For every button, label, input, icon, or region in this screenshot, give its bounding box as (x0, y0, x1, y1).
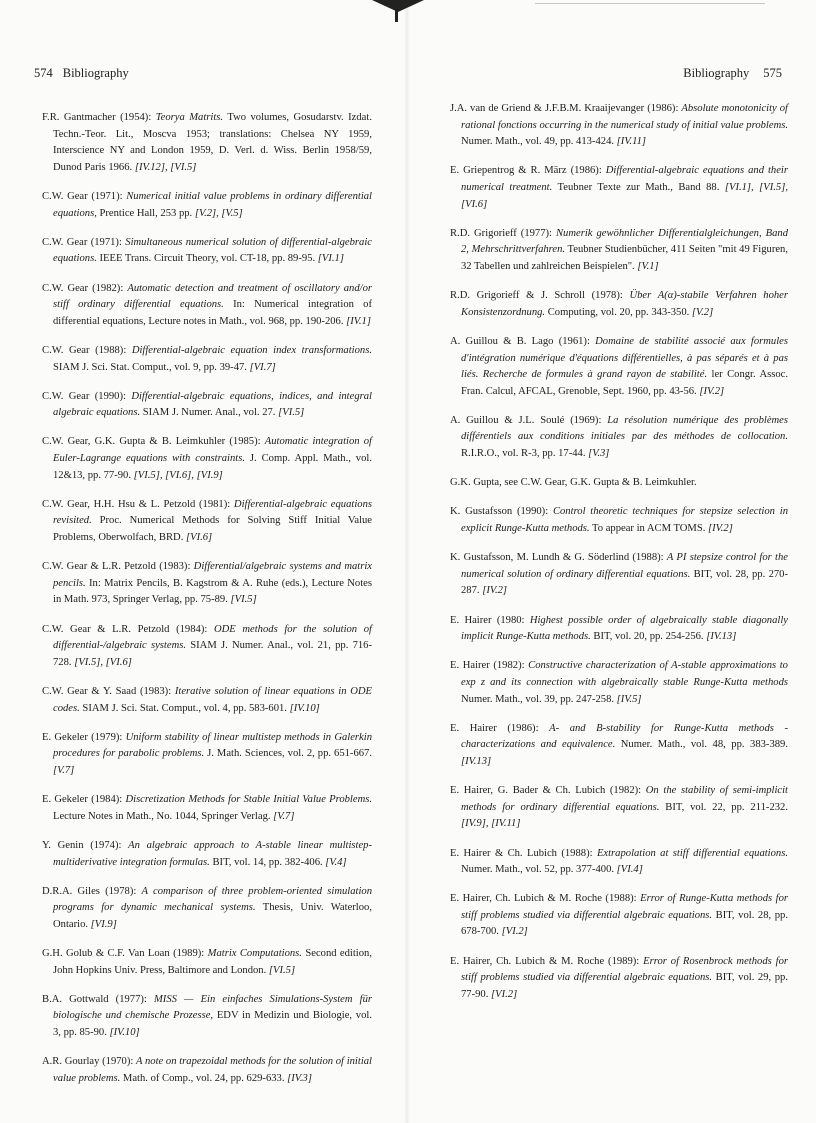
entry-title: Matrix Computations. (207, 948, 302, 960)
entry-title: An algebraic approach to A-stable linear multistep-multiderivative integration formulas. (53, 839, 372, 868)
entry-authors: E. Hairer (1986): (450, 722, 550, 734)
entry-title: MISS — Ein einfaches Simulations-System für biologische und chemische Prozesse, (53, 993, 372, 1022)
entry-details: Prentice Hall, 253 pp. (96, 207, 193, 219)
entry-authors: R.D. Grigorieff & J. Schroll (1978): (450, 290, 630, 302)
entry-authors: A. Guillou & B. Lago (1961): (450, 335, 596, 347)
entry-section-refs: [IV.10] (106, 1027, 140, 1039)
entry-section-refs: [VI.2] (498, 926, 528, 938)
entry-title: Control theoretic techniques for stepsize selection in explicit Runge-Kutta methods. (461, 506, 788, 535)
entry-authors: E. Hairer (1980: (450, 614, 530, 626)
entry-details: To appear in ACM TOMS. (589, 523, 706, 535)
page-number: 575 (763, 66, 782, 80)
entry-details: Numer. Math., vol. 39, pp. 247-258. (461, 693, 615, 705)
entry-authors: B.A. Gottwald (1977): (42, 993, 154, 1005)
entry-section-refs: [VI.5] (266, 964, 296, 976)
entry-authors: E. Gekeler (1984): (42, 794, 126, 806)
bibliography-entry (450, 846, 788, 879)
entry-authors: J.A. van de Griend & J.F.B.M. Kraaijevanger (1986): (450, 103, 682, 114)
bibliography-entry (450, 163, 788, 213)
bibliography-entry (42, 434, 372, 484)
entry-authors: C.W. Gear, G.K. Gupta & B. Leimkuhler (1985): (42, 436, 265, 448)
bibliography-entry (42, 622, 372, 672)
entry-authors: E. Hairer, Ch. Lubich & M. Roche (1988): (450, 893, 641, 905)
entry-title: Automatic integration of Euler-Lagrange equations with constraints. (53, 436, 372, 465)
entry-title: Highest possible order of algebraically stable diagonally implicit Runge-Kutta methods. (461, 614, 788, 643)
bibliography-entry (42, 792, 372, 825)
left-page-header (34, 66, 129, 81)
bibliography-entry (42, 389, 372, 422)
entry-authors: E. Hairer & Ch. Lubich (1988): (450, 847, 597, 859)
entry-section-refs: [IV.3] (284, 1072, 312, 1084)
entry-section-refs: [V.1] (634, 260, 659, 272)
bibliography-entry (450, 413, 788, 463)
entry-details: Math. of Comp., vol. 24, pp. 629-633. (120, 1072, 285, 1084)
entry-title: Iterative solution of linear equations in ODE codes. (53, 685, 372, 714)
entry-details: R.I.R.O., vol. R-3, pp. 17-44. (461, 448, 586, 460)
bibliography-entry (450, 504, 788, 537)
bibliography-entry (42, 946, 372, 979)
entry-authors: E. Griepentrog & R. März (1986): (450, 165, 606, 177)
bibliography-entry (450, 288, 788, 321)
bibliography-entry (42, 343, 372, 376)
entry-section-refs: [VI.5], [VI.6] (71, 656, 132, 668)
entry-section-refs: [IV.13] (703, 631, 737, 643)
entry-section-refs: [VI.9] (88, 918, 117, 930)
entry-details: J. Comp. Appl. Math., vol. 12&13, pp. 77-90. (53, 453, 372, 481)
entry-authors: A. Guillou & J.L. Soulé (1969): (450, 414, 608, 426)
bibliography-entry (42, 1054, 372, 1087)
entry-authors: G.K. Gupta, see C.W. Gear, G.K. Gupta & B. Leimkuhler. (450, 477, 697, 489)
entry-section-refs: [IV.2] (479, 585, 508, 597)
entry-authors: D.R.A. Giles (1978): (42, 885, 142, 897)
bibliography-entry (42, 992, 372, 1042)
entry-title: Automatic detection and treatment of oscillatory and/or stiff ordinary differential equations. (53, 282, 372, 311)
entry-authors: Y. Genin (1974): (42, 839, 129, 851)
bibliography-entry (450, 891, 788, 941)
entry-details: BIT, vol. 28, pp. 270-287. (461, 568, 788, 597)
entry-section-refs: [IV.2] (696, 385, 725, 397)
entry-authors: C.W. Gear (1982): (42, 282, 128, 294)
bibliography-entry (42, 684, 372, 717)
entry-section-refs: [V.7] (270, 810, 295, 822)
entry-authors: E. Gekeler (1979): (42, 731, 126, 743)
bibliography-entry (450, 783, 788, 833)
bibliography-entry (450, 475, 788, 492)
entry-section-refs: [V.7] (53, 764, 75, 776)
bibliography-entry (42, 497, 372, 547)
right-page-header (683, 66, 782, 81)
entry-title: A comparison of three problem-oriented simulation programs for dynamic mechanical systems. (53, 885, 372, 914)
bibliography-entry (450, 101, 788, 151)
entry-section-refs: [V.3] (585, 448, 610, 460)
entry-details: BIT, vol. 29, pp. 77-90. (461, 972, 788, 1000)
entry-title: Uniform stability of linear multistep methods in Galerkin procedures for parabolic problems. (53, 731, 372, 760)
entry-details: Teubner Texte zur Math., Band 88. (552, 181, 720, 193)
entry-details: Computing, vol. 20, pp. 343-350. (545, 306, 690, 318)
entry-authors: F.R. Gantmacher (1954): (42, 112, 156, 123)
entry-title: On the stability of semi-implicit methods for ordinary differential equations. (461, 785, 789, 813)
entry-section-refs: [VI.1] (315, 253, 344, 265)
entry-details: Numer. Math., vol. 52, pp. 377-400. (461, 864, 615, 876)
entry-details: Teubner Studienbücher, 411 Seiten "mit 49 Figuren, 32 Tabellen und zahlreichen Beispielen". (461, 244, 789, 272)
entry-details: In: Numerical integration of differential equations, Lecture notes in Math., vol. 968, pp. 190-206. (53, 299, 372, 327)
entry-title: Numerik gewöhnlicher Differentialgleichungen, Band 2, Mehrschrittverfahren. (461, 227, 788, 256)
entry-authors: R.D. Grigorieff (1977): (450, 227, 556, 239)
bibliography-entry (450, 658, 788, 708)
bibliography-entry (450, 550, 788, 600)
entry-section-refs: [VI.5] (227, 594, 257, 606)
page-number: 574 (34, 66, 53, 80)
entry-authors: K. Gustafsson (1990): (450, 506, 553, 518)
entry-details: J. Math. Sciences, vol. 2, pp. 651-667. (204, 748, 372, 760)
entry-section-refs: [VI.7] (246, 361, 276, 373)
entry-section-refs: [VI.5] (275, 407, 305, 419)
entry-authors: C.W. Gear & Y. Saad (1983): (42, 685, 175, 697)
bibliography-entry (42, 281, 372, 331)
entry-section-refs: [V.4] (322, 856, 347, 868)
entry-title: A PI stepsize control for the numerical solution of ordinary differential equations. (461, 552, 788, 580)
entry-section-refs: [IV.1] (343, 315, 371, 327)
right-bibliography-list (450, 101, 788, 1016)
bibliography-entry (450, 954, 788, 1004)
bibliography-entry (42, 730, 372, 780)
entry-title: Absolute monotonicity of rational fonctions occurring in the numerical study of initial value problems. (461, 103, 788, 131)
entry-details: ler Congr. Assoc. Fran. Calcul, AFCAL, Grenoble, Sept. 1960, pp. 43-56. (461, 369, 788, 397)
entry-details: Numer. Math., vol. 49, pp. 413-424. (461, 136, 615, 148)
bibliography-entry (42, 110, 372, 176)
bibliography-entry (42, 559, 372, 609)
entry-title: A note on trapezoidal methods for the solution of initial value problems. (53, 1056, 372, 1084)
entry-authors: C.W. Gear (1990): (42, 390, 132, 402)
entry-title: Error of Runge-Kutta methods for stiff problems studied via differential algebraic equations. (461, 893, 788, 921)
entry-details: SIAM J. Sci. Stat. Comput., vol. 9, pp. 39-47. (53, 361, 247, 373)
entry-title: Extrapolation at stiff differential equations. (596, 847, 788, 859)
entry-title: Differential-algebraic equations, indices, and integral algebraic equations. (53, 390, 372, 419)
entry-title: Error of Rosenbrock methods for stiff problems studied via differential algebraic equations. (461, 955, 788, 984)
entry-authors: A.R. Gourlay (1970): (42, 1056, 137, 1068)
entry-authors: C.W. Gear (1988): (42, 344, 132, 356)
entry-title: Discretization Methods for Stable Initial Value Problems. (125, 794, 372, 806)
entry-title: Differential-algebraic equations and their numerical treatment. (461, 165, 788, 193)
entry-section-refs: [IV.9], [IV.11] (461, 818, 521, 830)
bibliography-entry (42, 189, 372, 222)
entry-details: EDV in Medizin und Biologie, vol. 3, pp. 85-90. (53, 1010, 372, 1039)
entry-section-refs: [V.2] (689, 306, 714, 318)
entry-details: IEEE Trans. Circuit Theory, vol. CT-18, pp. 89-95. (96, 253, 316, 265)
entry-section-refs: [VI.2] (488, 988, 518, 1000)
entry-section-refs: [IV.11] (614, 136, 646, 148)
entry-title: A- and B-stability for Runge-Kutta methods - characterizations and equivalence. (461, 722, 788, 751)
entry-authors: E. Hairer, G. Bader & Ch. Lubich (1982): (450, 785, 646, 797)
entry-authors: C.W. Gear, H.H. Hsu & L. Petzold (1981): (42, 498, 234, 510)
entry-details: Two volumes, Gosudarstv. Izdat. Techn.-Teor. Lit., Moscva 1953; translations: Chelsea NY 1959, Interscience NY and London 1959, D. Verl. d. Wiss. Berlin 1958/59, Dunod Paris 1966. (53, 112, 372, 173)
entry-title: Differential-algebraic equation index transformations. (131, 344, 372, 356)
bibliography-entry (42, 235, 372, 268)
bibliography-entry (42, 884, 372, 934)
entry-authors: G.H. Golub & C.F. Van Loan (1989): (42, 948, 208, 960)
entry-section-refs: [IV.13] (461, 755, 492, 767)
entry-title: Teorya Matrits. (155, 112, 224, 123)
entry-authors: K. Gustafsson, M. Lundh & G. Söderlind (1988): (450, 552, 667, 564)
entry-details: In: Matrix Pencils, B. Kagstrom & A. Ruhe (eds.), Lecture Notes in Math. 973, Springer Verlag, pp. 75-89. (53, 577, 372, 606)
entry-authors: C.W. Gear & L.R. Petzold (1984): (42, 623, 214, 635)
right-page (408, 0, 816, 1123)
entry-details: BIT, vol. 22, pp. 211-232. (659, 801, 788, 813)
entry-title: Simultaneous numerical solution of differential-algebraic equations. (53, 236, 373, 265)
entry-details: Lecture Notes in Math., No. 1044, Springer Verlag. (53, 810, 271, 822)
entry-section-refs: [VI.5], [VI.6], [VI.9] (130, 469, 223, 481)
entry-authors: C.W. Gear (1971): (42, 236, 126, 248)
bibliography-entry (450, 334, 788, 400)
entry-details: BIT, vol. 28, pp. 678-700. (461, 909, 788, 938)
entry-authors: C.W. Gear & L.R. Petzold (1983): (42, 561, 194, 573)
entry-title: Domaine de stabilité associé aux formules d'intégration numérique d'équations différentielles, à pas séparés et à pas liés. Recherche de formules à grand rayon de stabilité. (461, 335, 788, 381)
entry-details: SIAM J. Numer. Anal., vol. 27. (140, 407, 276, 419)
bibliography-entry (450, 226, 788, 276)
entry-details: Proc. Numerical Methods for Solving Stiff Initial Value Problems, Oberwolfach, BRD. (53, 515, 372, 544)
entry-section-refs: [IV.2] (705, 523, 733, 535)
entry-section-refs: [V.2], [V.5] (192, 207, 243, 219)
entry-authors: E. Hairer, Ch. Lubich & M. Roche (1989): (450, 955, 644, 967)
bibliography-entry (450, 721, 788, 771)
running-head: Bibliography (62, 66, 129, 80)
entry-section-refs: [VI.4] (614, 864, 643, 876)
entry-section-refs: [VI.6] (183, 532, 213, 544)
entry-section-refs: [IV.10] (286, 702, 320, 714)
entry-title: Constructive characterization of A-stable approximations to exp z and its connection with algebraically stable Runge-Kutta methods (461, 660, 788, 688)
entry-authors: E. Hairer (1982): (450, 660, 529, 672)
entry-title: Über A(α)-stabile Verfahren hoher Konsistenzordnung. (461, 290, 788, 318)
entry-details: BIT, vol. 20, pp. 254-256. (590, 631, 704, 643)
entry-authors: C.W. Gear (1971): (42, 190, 127, 202)
entry-details: Numer. Math., vol. 48, pp. 383-389. (615, 739, 788, 751)
entry-details: SIAM J. Sci. Stat. Comput., vol. 4, pp. 583-601. (79, 702, 287, 714)
entry-details: BIT, vol. 14, pp. 382-406. (209, 856, 323, 868)
bibliography-entry (450, 613, 788, 646)
bibliography-entry (42, 838, 372, 871)
entry-title: ODE methods for the solution of differential-/algebraic systems. (53, 623, 372, 652)
entry-details: Thesis, Univ. Waterloo, Ontario. (53, 902, 372, 930)
entry-details: SIAM J. Numer. Anal., vol. 21, pp. 716-728. (53, 640, 373, 668)
running-head: Bibliography (683, 66, 750, 80)
entry-title: Numerical initial value problems in ordinary differential equations, (53, 190, 372, 219)
entry-section-refs: [IV.12], [VI.5] (132, 161, 197, 173)
entry-section-refs: [VI.1], [VI.5], [VI.6] (461, 181, 788, 210)
left-bibliography-list (42, 110, 372, 1100)
entry-details: Second edition, John Hopkins Univ. Press, Baltimore and London. (53, 948, 372, 976)
entry-title: Differential-algebraic equations revisited. (53, 498, 372, 527)
entry-title: Differential/algebraic systems and matrix pencils. (53, 561, 372, 589)
entry-section-refs: [IV.5] (614, 693, 642, 705)
entry-title: La résolution numérique des problèmes différentiels aux conditions initiales par des méthodes de collocation. (461, 414, 788, 443)
